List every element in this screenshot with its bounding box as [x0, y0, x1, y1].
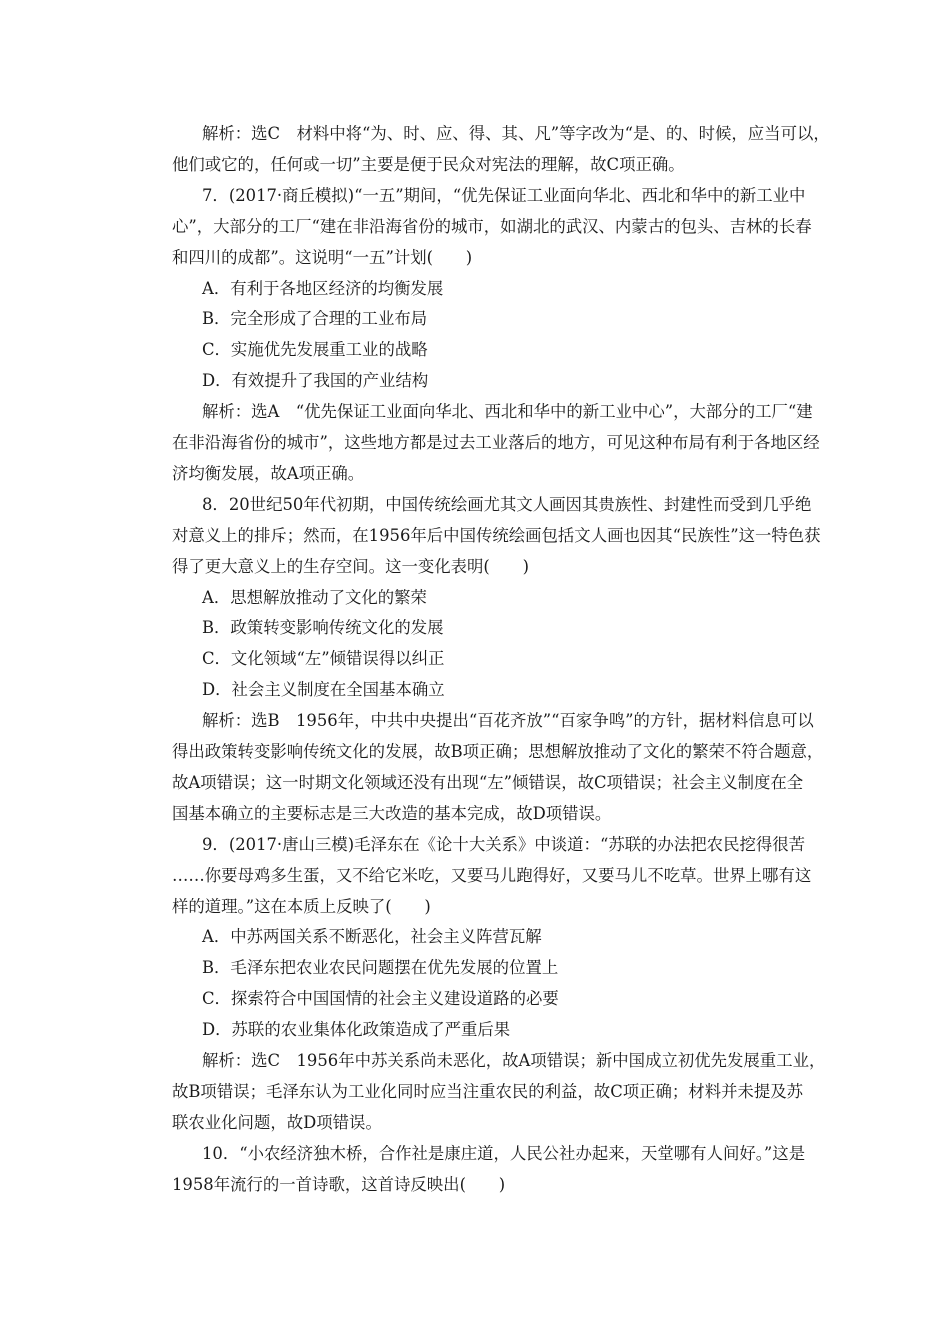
text-line: 样的道理。”这在本质上反映了( ) [172, 896, 431, 916]
text-line: 7．(2017·商丘模拟)“一五”期间，“优先保证工业面向华北、西北和华中的新工业中 [202, 185, 806, 205]
text-line: C．探索符合中国国情的社会主义建设道路的必要 [202, 989, 559, 1009]
text-line: B．政策转变影响传统文化的发展 [202, 618, 444, 638]
text-line: 得出政策转变影响传统文化的发展，故B项正确；思想解放推动了文化的繁荣不符合题意， [172, 742, 824, 761]
text-line: 联农业化问题，故D项错误。 [172, 1112, 382, 1132]
text-line: 济均衡发展，故A项正确。 [172, 463, 365, 483]
text-line: 9．(2017·唐山三模)毛泽东在《论十大关系》中谈道：“苏联的办法把农民挖得很苦 [202, 834, 806, 854]
text-line: 心”，大部分的工厂“建在非沿海省份的城市，如湖北的武汉、内蒙古的包头、吉林的长春 [172, 216, 812, 236]
text-line: 在非沿海省份的城市”，这些地方都是过去工业落后的地方，可见这种布局有利于各地区经 [172, 433, 820, 452]
text-line: 故B项错误；毛泽东认为工业化同时应当注重农民的利益，故C项正确；材料并未提及苏 [172, 1081, 804, 1101]
text-line: 1958年流行的一首诗歌，这首诗反映出( ) [172, 1174, 506, 1194]
text-line: 得了更大意义上的生存空间。这一变化表明( ) [172, 556, 529, 576]
text-line: 解析：选C 1956年中苏关系尚未恶化，故A项错误；新中国成立初优先发展重工业， [202, 1051, 826, 1070]
text-line: 对意义上的排斥；然而，在1956年后中国传统绘画包括文人画也因其“民族性”这一特色获 [172, 525, 821, 545]
text-line: A．中苏两国关系不断恶化，社会主义阵营瓦解 [202, 927, 542, 947]
text-line: D．社会主义制度在全国基本确立 [202, 680, 445, 700]
text-line: 8．20世纪50年代初期，中国传统绘画尤其文人画因其贵族性、封建性而受到几乎绝 [202, 494, 812, 514]
text-line: C．实施优先发展重工业的战略 [202, 340, 428, 360]
text-line: B．毛泽东把农业农民问题摆在优先发展的位置上 [202, 958, 559, 978]
text-line: 和四川的成都”。这说明“一五”计划( ) [172, 247, 473, 267]
text-line: 故A项错误；这一时期文化领域还没有出现“左”倾错误，故C项错误；社会主义制度在全 [172, 772, 804, 792]
text-line: 国基本确立的主要标志是三大改造的基本完成，故D项错误。 [172, 803, 612, 823]
text-line: B．完全形成了合理的工业布局 [202, 309, 428, 329]
text-line: 解析：选C 材料中将“为、时、应、得、其、凡”等字改为“是、的、时候，应当可以， [202, 124, 830, 143]
text-line: D．苏联的农业集体化政策造成了严重后果 [202, 1020, 511, 1040]
text-line: 10．“小农经济独木桥，合作社是康庄道，人民公社办起来，天堂哪有人间好。”这是 [202, 1143, 806, 1163]
text-line: A．有利于各地区经济的均衡发展 [202, 278, 444, 298]
text-line: D．有效提升了我国的产业结构 [202, 371, 429, 391]
text-line: C．文化领域“左”倾错误得以纠正 [202, 649, 445, 669]
text-line: ……你要母鸡多生蛋，又不给它米吃，又要马儿跑得好，又要马儿不吃草。世界上哪有这 [172, 865, 812, 885]
text-line: A．思想解放推动了文化的繁荣 [202, 587, 427, 607]
text-line: 解析：选B 1956年，中共中央提出“百花齐放”“百家争鸣”的方针，据材料信息可以 [202, 711, 814, 731]
text-line: 他们或它的，任何或一切”主要是便于民众对宪法的理解，故C项正确。 [172, 154, 685, 174]
text-line: 解析：选A “优先保证工业面向华北、西北和华中的新工业中心”，大部分的工厂“建 [202, 402, 813, 422]
